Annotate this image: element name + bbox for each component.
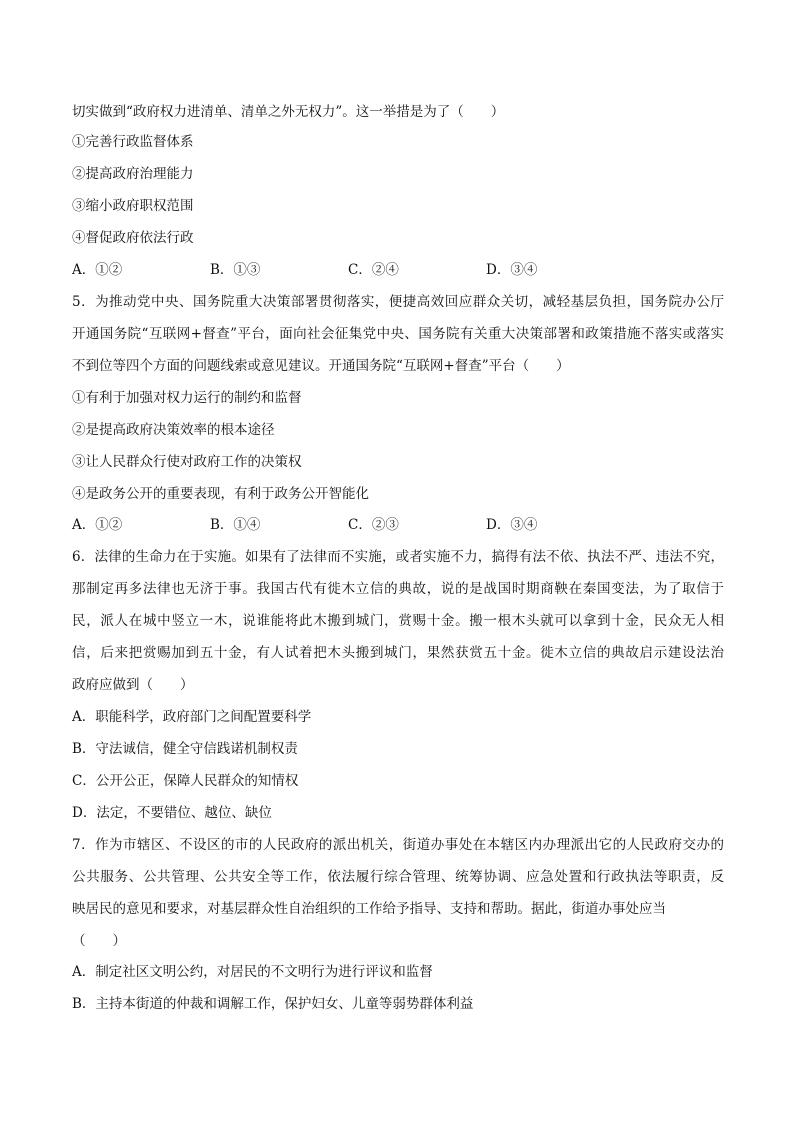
- q5-option-a: A．①②: [72, 517, 123, 533]
- q7-stem-line-2: 公共服务、公共管理、公共安全等工作，依法履行综合管理、统筹协调、应急处置和行政执法等职责，反: [72, 869, 724, 885]
- q5-item-4: ④是政务公开的重要表现，有利于政务公开智能化: [72, 486, 369, 502]
- q4-item-3: ③缩小政府职权范围: [72, 198, 194, 214]
- q4-item-4: ④督促政府依法行政: [72, 230, 194, 246]
- q5-option-d: D．③④: [486, 517, 538, 533]
- q4-option-c: C．②④: [348, 262, 399, 278]
- q4-options: [72, 260, 732, 280]
- q6-option-d: D．法定，不要错位、越位、缺位: [72, 805, 272, 821]
- q7-option-b: B．主持本街道的仲裁和调解工作，保护妇女、儿童等弱势群体利益: [72, 996, 474, 1012]
- q5-item-3: ③让人民群众行使对政府工作的决策权: [72, 454, 302, 470]
- q5-stem-line-2: 开通国务院“互联网+督查”平台，面向社会征集党中央、国务院有关重大决策部署和政策措施不落实或落实: [72, 326, 724, 342]
- q6-stem-line-3: 民，派人在城中竖立一木，说谁能将此木搬到城门，赏赐十金。搬一根木头就可以拿到十金，民众无人相: [72, 613, 724, 629]
- q7-stem-line-3: 映居民的意见和要求，对基层群众性自治组织的工作给予指导、支持和帮助。据此，街道办事处应当: [72, 901, 666, 917]
- q5-stem-line-3: 不到位等四个方面的问题线索或意见建议。开通国务院“互联网+督查”平台（ ）: [72, 358, 570, 374]
- q4-item-2: ②提高政府治理能力: [72, 166, 194, 182]
- q7-stem-line-4: （ ）: [72, 933, 126, 949]
- q4-stem: 切实做到“政府权力进清单、清单之外无权力”。这一举措是为了（ ）: [72, 104, 505, 120]
- q5-options: [72, 515, 732, 535]
- q6-stem-line-2: 那制定再多法律也无济于事。我国古代有徙木立信的典故，说的是战国时期商鞅在秦国变法，为了取信于: [72, 581, 724, 597]
- q6-option-a: A．职能科学，政府部门之间配置要科学: [72, 709, 312, 725]
- q4-option-d: D．③④: [486, 262, 538, 278]
- q4-option-a: A．①②: [72, 262, 123, 278]
- q4-item-1: ①完善行政监督体系: [72, 134, 194, 150]
- q7-option-a: A．制定社区文明公约，对居民的不文明行为进行评议和监督: [72, 964, 433, 980]
- q6-stem-line-1: 6．法律的生命力在于实施。如果有了法律而不实施，或者实施不力，搞得有法不依、执法不严、违法不究，: [72, 549, 724, 565]
- q6-option-b: B．守法诚信，健全守信践诺机制权责: [72, 741, 298, 757]
- q5-item-1: ①有利于加强对权力运行的制约和监督: [72, 390, 302, 406]
- q4-option-b: B．①③: [210, 262, 261, 278]
- q5-stem-line-1: 5．为推动党中央、国务院重大决策部署贯彻落实，便捷高效回应群众关切，减轻基层负担，国务院办公厅: [72, 294, 724, 310]
- q5-option-c: C．②③: [348, 517, 399, 533]
- q7-stem-line-1: 7．作为市辖区、不设区的市的人民政府的派出机关，街道办事处在本辖区内办理派出它的人民政府交办的: [72, 837, 724, 853]
- q6-stem-line-4: 信，后来把赏赐加到五十金，有人试着把木头搬到城门，果然获赏五十金。徙木立信的典故启示建设法治: [72, 645, 724, 661]
- q6-stem-line-5: 政府应做到（ ）: [72, 677, 194, 693]
- q6-option-c: C．公开公正，保障人民群众的知情权: [72, 773, 299, 789]
- q5-option-b: B．①④: [210, 517, 261, 533]
- q5-item-2: ②是提高政府决策效率的根本途径: [72, 422, 275, 438]
